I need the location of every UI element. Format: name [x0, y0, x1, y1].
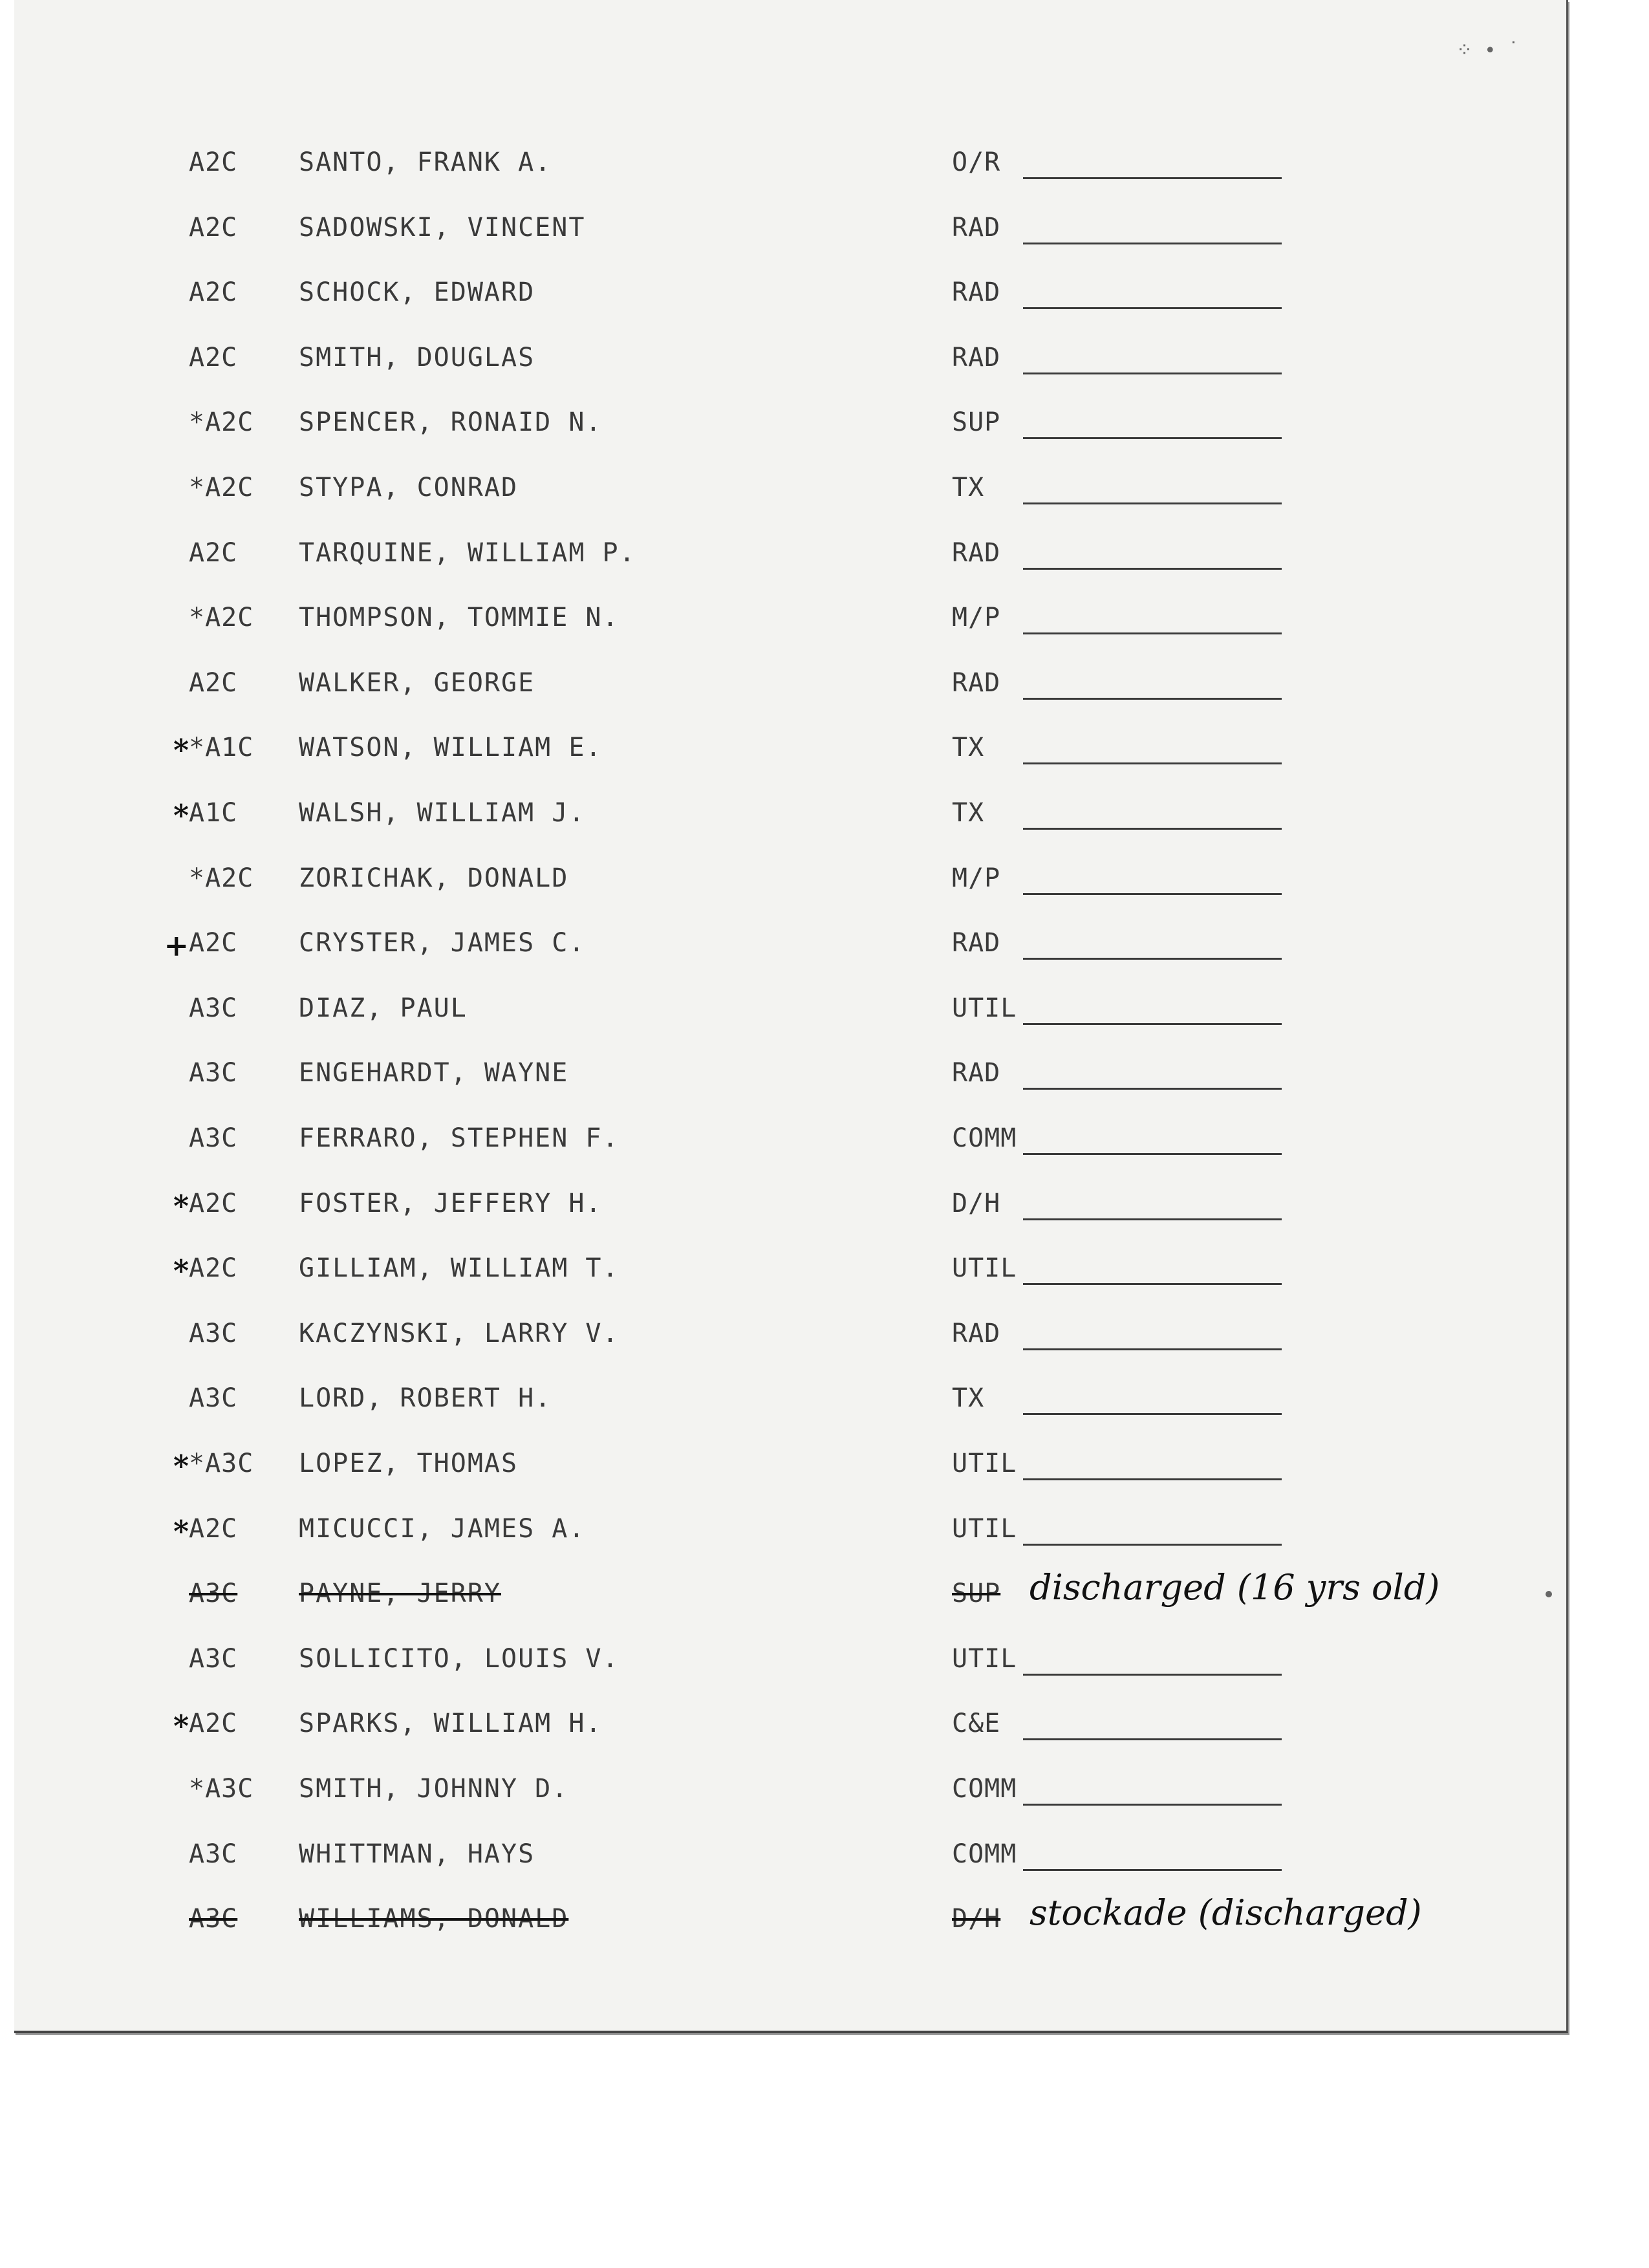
person-name: DIAZ, PAUL	[299, 993, 468, 1023]
roster-row	[14, 277, 1566, 316]
handwritten-mark: *	[173, 1449, 189, 1484]
handwritten-mark: +	[164, 928, 189, 964]
person-name: FERRARO, STEPHEN F.	[299, 1123, 620, 1153]
signature-line	[1023, 1544, 1282, 1546]
signature-line	[1023, 1674, 1282, 1676]
person-name: PAYNE, JERRY	[299, 1579, 501, 1609]
signature-line	[1023, 828, 1282, 830]
handwritten-mark: *	[173, 1709, 189, 1744]
person-name: LORD, ROBERT H.	[299, 1383, 552, 1414]
department: RAD	[952, 212, 1001, 243]
department: SUP	[952, 407, 1001, 438]
department: RAD	[952, 667, 1001, 698]
department: RAD	[952, 928, 1001, 958]
department: M/P	[952, 603, 1001, 633]
signature-line	[1023, 762, 1282, 764]
rank: A2C	[189, 537, 238, 568]
signature-line	[1023, 307, 1282, 309]
roster-row	[14, 928, 1566, 967]
handwritten-mark: *	[173, 1513, 189, 1549]
signature-line	[1023, 1478, 1282, 1480]
roster-row	[14, 1514, 1566, 1553]
rank: A1C	[189, 798, 238, 828]
rank: *A2C	[189, 863, 254, 893]
department: COMM	[952, 1123, 1017, 1153]
department: RAD	[952, 1318, 1001, 1348]
signature-line	[1023, 1804, 1282, 1806]
signature-line	[1023, 698, 1282, 700]
person-name: STYPA, CONRAD	[299, 473, 519, 502]
department: UTIL	[952, 1449, 1017, 1478]
roster-row	[14, 1319, 1566, 1357]
roster-row	[14, 1058, 1566, 1097]
handwritten-mark: *	[173, 733, 189, 768]
department: UTIL	[952, 1513, 1017, 1544]
roster-row	[14, 863, 1566, 902]
person-name: SCHOCK, EDWARD	[299, 277, 535, 308]
person-name: ZORICHAK, DONALD	[299, 863, 569, 893]
person-name: WATSON, WILLIAM E.	[299, 733, 603, 763]
signature-line	[1023, 1218, 1282, 1220]
signature-line	[1023, 177, 1282, 179]
signature-line	[1023, 243, 1282, 244]
department: SUP	[952, 1579, 1001, 1609]
roster-row	[14, 1839, 1566, 1878]
person-name: LOPEZ, THOMAS	[299, 1449, 519, 1478]
signature-line	[1023, 893, 1282, 895]
rank: A3C	[189, 1579, 238, 1609]
signature-line	[1023, 437, 1282, 439]
department: RAD	[952, 1058, 1001, 1088]
handwritten-mark: *	[173, 1188, 189, 1224]
rank: A2C	[189, 1709, 238, 1739]
signature-line	[1023, 632, 1282, 634]
roster-row	[14, 213, 1566, 252]
handwritten-mark: *	[173, 1253, 189, 1289]
rank: *A3C	[189, 1774, 254, 1804]
rank: A2C	[189, 1188, 238, 1218]
department: RAD	[952, 277, 1001, 308]
person-name: SOLLICITO, LOUIS V.	[299, 1643, 620, 1674]
department: D/H	[952, 1188, 1001, 1218]
signature-line	[1023, 373, 1282, 374]
roster-sheet	[14, 0, 1568, 2033]
signature-line	[1023, 1413, 1282, 1415]
signature-line	[1023, 958, 1282, 960]
roster-row	[14, 668, 1566, 707]
roster-row	[14, 1383, 1566, 1422]
signature-line	[1023, 502, 1282, 504]
roster-row	[14, 1449, 1566, 1487]
rank: A3C	[189, 1123, 238, 1153]
signature-line	[1023, 1283, 1282, 1285]
person-name: THOMPSON, TOMMIE N.	[299, 603, 620, 633]
department: TX	[952, 1383, 985, 1414]
roster-row	[14, 1189, 1566, 1227]
roster-row	[14, 1253, 1566, 1292]
person-name: SADOWSKI, VINCENT	[299, 212, 586, 243]
department: UTIL	[952, 1253, 1017, 1284]
person-name: SPARKS, WILLIAM H.	[299, 1709, 603, 1739]
signature-line	[1023, 568, 1282, 570]
handwritten-note: discharged (16 yrs old)	[1029, 1567, 1440, 1608]
rank: A2C	[189, 277, 238, 308]
rank: A2C	[189, 212, 238, 243]
person-name: CRYSTER, JAMES C.	[299, 928, 586, 958]
signature-line	[1023, 1153, 1282, 1155]
rank: *A3C	[189, 1449, 254, 1478]
person-name: WILLIAMS, DONALD	[299, 1904, 569, 1934]
rank: *A2C	[189, 473, 254, 502]
department: UTIL	[952, 993, 1017, 1023]
roster-row	[14, 538, 1566, 577]
roster-row	[14, 798, 1566, 837]
department: TX	[952, 473, 985, 502]
department: UTIL	[952, 1643, 1017, 1674]
rank: A3C	[189, 1383, 238, 1414]
department: COMM	[952, 1774, 1017, 1804]
handwritten-note: stockade (discharged)	[1029, 1892, 1422, 1934]
department: TX	[952, 798, 985, 828]
roster-row	[14, 993, 1566, 1032]
rank: A3C	[189, 993, 238, 1023]
signature-line	[1023, 1738, 1282, 1740]
rank: A2C	[189, 667, 238, 698]
roster-row	[14, 343, 1566, 382]
rank: A3C	[189, 1643, 238, 1674]
person-name: SPENCER, RONAID N.	[299, 407, 603, 438]
punch-mark	[1546, 1591, 1552, 1597]
signature-line	[1023, 1088, 1282, 1090]
department: RAD	[952, 342, 1001, 373]
roster-row	[14, 1567, 1566, 1617]
rank: A2C	[189, 1513, 238, 1544]
department: D/H	[952, 1904, 1001, 1934]
rank: *A1C	[189, 733, 254, 763]
rank: A2C	[189, 928, 238, 958]
rank: *A2C	[189, 603, 254, 633]
rank: A3C	[189, 1058, 238, 1088]
paper-specks: ⁘ ∙ ˙	[1456, 39, 1520, 61]
person-name: FOSTER, JEFFERY H.	[299, 1188, 603, 1218]
department: COMM	[952, 1839, 1017, 1869]
roster-row	[14, 603, 1566, 642]
rank: A3C	[189, 1904, 238, 1934]
person-name: MICUCCI, JAMES A.	[299, 1513, 586, 1544]
roster-row	[14, 147, 1566, 186]
roster-row	[14, 1774, 1566, 1813]
signature-line	[1023, 1348, 1282, 1350]
person-name: GILLIAM, WILLIAM T.	[299, 1253, 620, 1284]
roster-row	[14, 407, 1566, 446]
person-name: WHITTMAN, HAYS	[299, 1839, 535, 1869]
department: M/P	[952, 863, 1001, 893]
department: C&E	[952, 1709, 1001, 1739]
signature-line	[1023, 1869, 1282, 1871]
rank: A3C	[189, 1318, 238, 1348]
department: TX	[952, 733, 985, 763]
roster-row	[14, 733, 1566, 772]
rank: A2C	[189, 1253, 238, 1284]
rank: A2C	[189, 342, 238, 373]
roster-row	[14, 1644, 1566, 1683]
rank: *A2C	[189, 407, 254, 438]
department: O/R	[952, 147, 1001, 177]
rank: A3C	[189, 1839, 238, 1869]
department: RAD	[952, 537, 1001, 568]
person-name: WALKER, GEORGE	[299, 667, 535, 698]
person-name: WALSH, WILLIAM J.	[299, 798, 586, 828]
person-name: ENGEHARDT, WAYNE	[299, 1058, 569, 1088]
person-name: SANTO, FRANK A.	[299, 147, 552, 177]
roster-row	[14, 1892, 1566, 1943]
person-name: TARQUINE, WILLIAM P.	[299, 537, 636, 568]
rank: A2C	[189, 147, 238, 177]
person-name: SMITH, DOUGLAS	[299, 342, 535, 373]
roster-row	[14, 1123, 1566, 1162]
person-name: SMITH, JOHNNY D.	[299, 1774, 569, 1804]
roster-row	[14, 1709, 1566, 1747]
person-name: KACZYNSKI, LARRY V.	[299, 1318, 620, 1348]
signature-line	[1023, 1023, 1282, 1025]
handwritten-mark: *	[173, 798, 189, 833]
roster-row	[14, 473, 1566, 512]
